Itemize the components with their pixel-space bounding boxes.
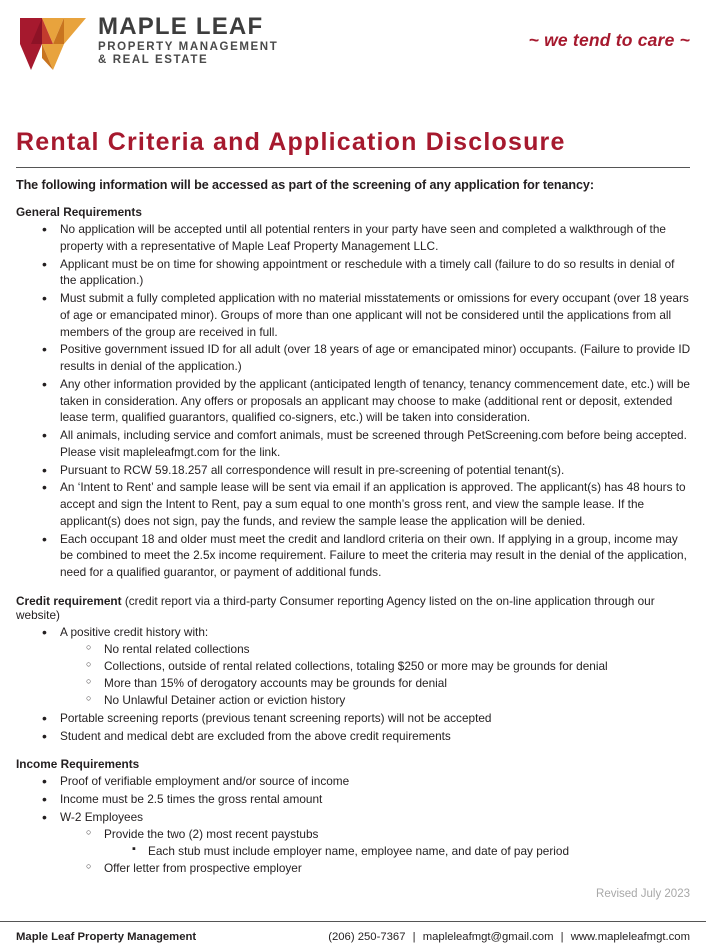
credit-heading-normal: (credit report via a third-party Consumer reporting Agency listed on the on-line application through our website) <box>16 593 655 622</box>
footer-website: www.mapleleafmgt.com <box>570 930 690 943</box>
list-item: • Applicant must be on time for showing appointment or reschedule with a timely call (failure to do so results in denial of the application.) <box>38 256 692 290</box>
list-item: • Student and medical debt are excluded from the above credit requirements <box>38 728 692 745</box>
list-item: • Any other information provided by the applicant (anticipated length of tenancy, tenancy commencement date, etc.) will be taken in consideration. Any offers or proposals an applicant may choose to make (additional rent or deposit, extended lease term, qualified guarantors, qualified co-signers, etc.) will be taken into consideration. <box>38 376 692 426</box>
list-item <box>82 826 692 860</box>
footer-company: Maple Leaf Property Management <box>16 930 197 943</box>
maple-leaf-geometric-logo-icon <box>20 14 86 70</box>
logo-wordmark <box>98 14 278 66</box>
section-heading-general: General Requirements <box>16 205 142 219</box>
list-item: • Positive government issued ID for all adult (over 18 years of age or emancipated minor) occupants. (Failure to provide ID results in denial of the application.) <box>38 341 692 375</box>
list-item: • Portable screening reports (previous tenant screening reports) will not be accepted <box>38 710 692 727</box>
credit-heading-bold: Credit requirement <box>16 593 122 608</box>
income-sub-list <box>60 826 692 877</box>
list-item-label: A positive credit history with: <box>60 624 209 639</box>
list-item: • Income must be 2.5 times the gross rental amount <box>38 791 692 808</box>
tagline: ~ we tend to care ~ <box>528 30 690 50</box>
section-heading-income: Income Requirements <box>16 757 140 772</box>
list-item-label: Provide the two (2) most recent paystubs <box>104 826 319 841</box>
credit-sub-list <box>60 641 692 709</box>
company-line3: & REAL ESTATE <box>98 54 209 67</box>
list-item: ▪ Each stub must include employer name, employee name, and date of pay period <box>128 843 692 860</box>
list-item <box>38 624 692 709</box>
company-name: MAPLE LEAF <box>98 13 264 40</box>
list-item: • Must submit a fully completed application with no material misstatements or omissions for every occupant (over 18 years of age or emancipated minor). Groups of more than one applicant will not be considered until the applications from all members of the group are received in full. <box>38 290 692 340</box>
section-heading-credit <box>16 594 692 622</box>
income-requirements-list <box>14 773 692 877</box>
list-item: • Each occupant 18 and older must meet the credit and landlord criteria on their own. If applying in a group, income may be combined to meet the 2.5x income requirement. Failure to meet the criteria may result in the denial of the application, need for a qualified guarantor, or payment of additional funds. <box>38 531 692 581</box>
footer-email: mapleleafmgt@gmail.com <box>422 930 554 943</box>
document-header <box>14 10 692 86</box>
footer-separator: | <box>412 930 416 943</box>
document-footer <box>0 921 706 951</box>
list-item: ○ More than 15% of derogatory accounts may be grounds for denial <box>82 675 692 692</box>
list-item: ○ No Unlawful Detainer action or eviction history <box>82 692 692 709</box>
list-item: ○ No rental related collections <box>82 641 692 658</box>
company-line2: PROPERTY MANAGEMENT <box>98 41 279 54</box>
list-item-label: W-2 Employees <box>60 809 144 824</box>
list-item: • All animals, including service and comfort animals, must be screened through PetScreening.com before being accepted. Please visit mapleleafmgt.com for the link. <box>38 427 692 461</box>
list-item: • No application will be accepted until all potential renters in your party have seen and completed a walkthrough of the property with a representative of Maple Leaf Property Management LLC. <box>38 221 692 255</box>
list-item: • An ‘Intent to Rent’ and sample lease will be sent via email if an application is approved. The applicant(s) has 48 hours to accept and sign the Intent to Rent, pay a sum equal to one month’s gross rent, and view the sample lease. If the applicant(s) does not sign, pay the funds, and review the sample lease the application will be denied. <box>38 479 692 529</box>
credit-requirements-list <box>14 624 692 745</box>
footer-separator: | <box>560 930 564 943</box>
list-item: ○ Offer letter from prospective employer <box>82 860 692 877</box>
list-item: • Proof of verifiable employment and/or source of income <box>38 773 692 790</box>
list-item: • Pursuant to RCW 59.18.257 all correspondence will result in pre-screening of potential tenant(s). <box>38 462 692 479</box>
list-item <box>38 809 692 877</box>
footer-contact <box>328 931 690 943</box>
general-requirements-list <box>14 221 692 581</box>
lead-paragraph: The following information will be accessed as part of the screening of any application for tenancy: <box>16 178 594 192</box>
footer-phone: (206) 250-7367 <box>328 930 406 943</box>
title-divider <box>16 167 690 168</box>
page-title: Rental Criteria and Application Disclosure <box>16 128 566 156</box>
income-sub-sub-list <box>104 843 692 860</box>
revision-date: Revised July 2023 <box>596 888 690 900</box>
list-item: ○ Collections, outside of rental related collections, totaling $250 or more may be grounds for denial <box>82 658 692 675</box>
